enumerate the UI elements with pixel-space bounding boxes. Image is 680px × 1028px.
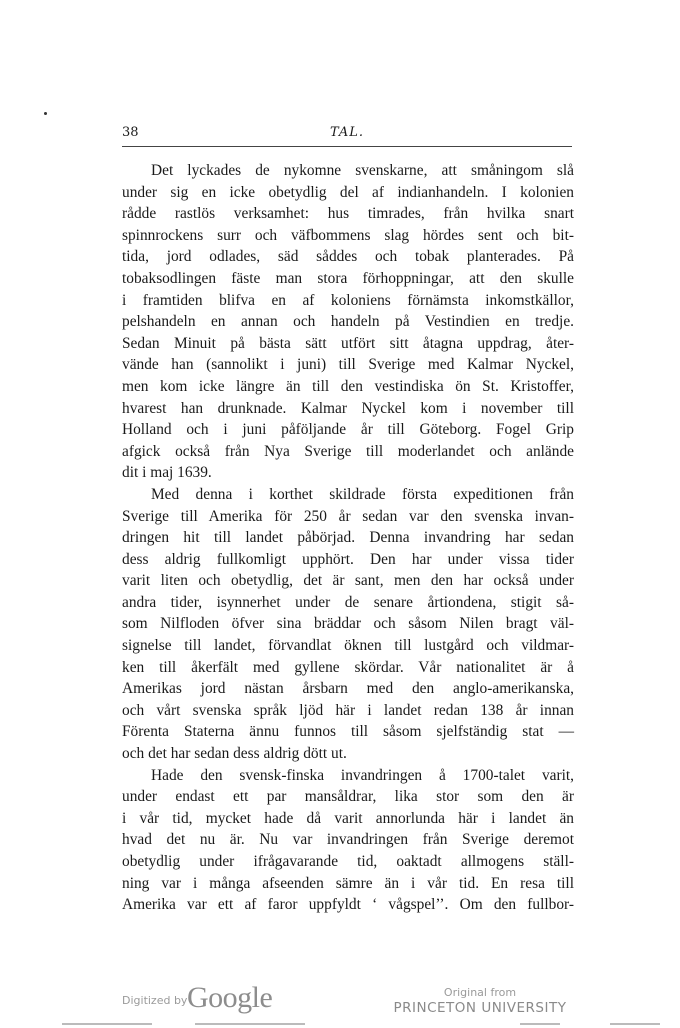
text-line: dit i maj 1639. [122,464,212,482]
text-line: i vår tid, mycket hade då varit annorlunda här i landet än [122,809,574,827]
digitized-by-label: Digitized by [122,994,188,1007]
text-line: Sedan Minuit på bästa sätt utfört sitt åtagna uppdrag, åter- [122,334,574,352]
page-header [122,120,572,147]
text-line: tobaksodlingen fäste man stora förhoppningar, att den skulle [122,269,574,287]
text-line: Amerika var ett af faror uppfyldt ‘ vågspel’’. Om den fullbor- [122,896,574,914]
text-line: under endast ett par mansåldrar, lika stor som den är [122,788,574,806]
text-line: hvarest han drunknade. Kalmar Nyckel kom i november till [122,399,574,417]
scan-edge-mark [62,1023,152,1025]
institution-name: PRINCETON UNIVERSITY [393,1000,567,1016]
text-line: Det lyckades de nykomne svenskarne, att småningom slå [151,162,574,179]
text-line: Sverige till Amerika för 250 år sedan var den svenska invan- [122,507,574,525]
text-line: Med denna i korthet skildrade första expeditionen från [151,485,574,503]
page-number: 38 [122,125,139,140]
text-line: rådde rastlös verksamhet: hus timrades, från hvilka snart [122,205,574,223]
text-line: dringen hit till landet påbörjad. Denna invandring har sedan [122,529,574,547]
scan-footer [0,975,680,1028]
text-line: spinnrockens surr och väfbommens slag hördes sent och bit- [122,226,574,244]
text-line: vände han (sannolikt i juni) till Sverige med Kalmar Nyckel, [122,356,574,374]
text-line: signelse till landet, förvandlat öknen till lustgård och vildmar- [122,637,574,655]
text-line: i framtiden blifva en af koloniens förnämsta inkomstkällor, [122,291,574,309]
scan-edge-mark [195,1023,305,1025]
text-line: ken till åkerfält med gyllene skördar. Vår nationalitet är å [122,658,574,676]
text-line: andra tider, isynnerhet under de senare årtiondena, stigit så- [122,593,574,611]
text-line: obetydlig under ifrågavarande tid, oaktadt allmogens ställ- [122,853,574,870]
text-line: men kom icke längre än till den vestindiska ön St. Kristoffer, [122,377,574,395]
text-line: som Nilfloden öfver sina bräddar och såsom Nilen bragt väl- [122,615,574,633]
scan-edge-mark [610,1023,660,1025]
page-body-text [122,160,574,916]
text-line: tida, jord odlades, säd såddes och tobak planterades. På [122,248,574,266]
text-line: under sig en icke obetydlig del af indianhandeln. I kolonien [122,183,574,201]
running-title: TAL. [329,125,365,140]
text-line: dess aldrig fullkomligt upphört. Den har under vissa tider [122,550,574,568]
text-line: varit liten och obetydlig, det är sant, men den har också under [122,572,574,590]
text-line: pelshandeln en annan och handeln på Vestindien en tredje. [122,313,574,331]
scan-speck [44,112,47,115]
google-logo: Google [187,981,273,1014]
text-line: Holland och i juni påföljande år till Göteborg. Fogel Grip [122,421,574,439]
text-line: Amerikas jord nästan årsbarn med den anglo-amerikanska, [122,680,574,698]
scan-edge-mark [520,1023,560,1025]
text-line: och vårt svenska språk ljöd här i landet redan 138 år innan [122,701,574,719]
text-line: Förenta Staterna ännu funnos till såsom sjelfständig stat — [122,723,574,741]
original-from-label: Original from [443,986,517,999]
text-line: och det har sedan dess aldrig dött ut. [122,745,347,763]
text-line: Hade den svensk-finska invandringen å 1700-talet varit, [151,766,574,784]
text-line: hvad det nu är. Nu var invandringen från Sverige deremot [122,831,574,849]
text-line: ning var i många afseenden sämre än i vår tid. En resa till [122,874,574,892]
text-line: afgick också från Nya Sverige till moderlandet och anlände [122,442,574,460]
